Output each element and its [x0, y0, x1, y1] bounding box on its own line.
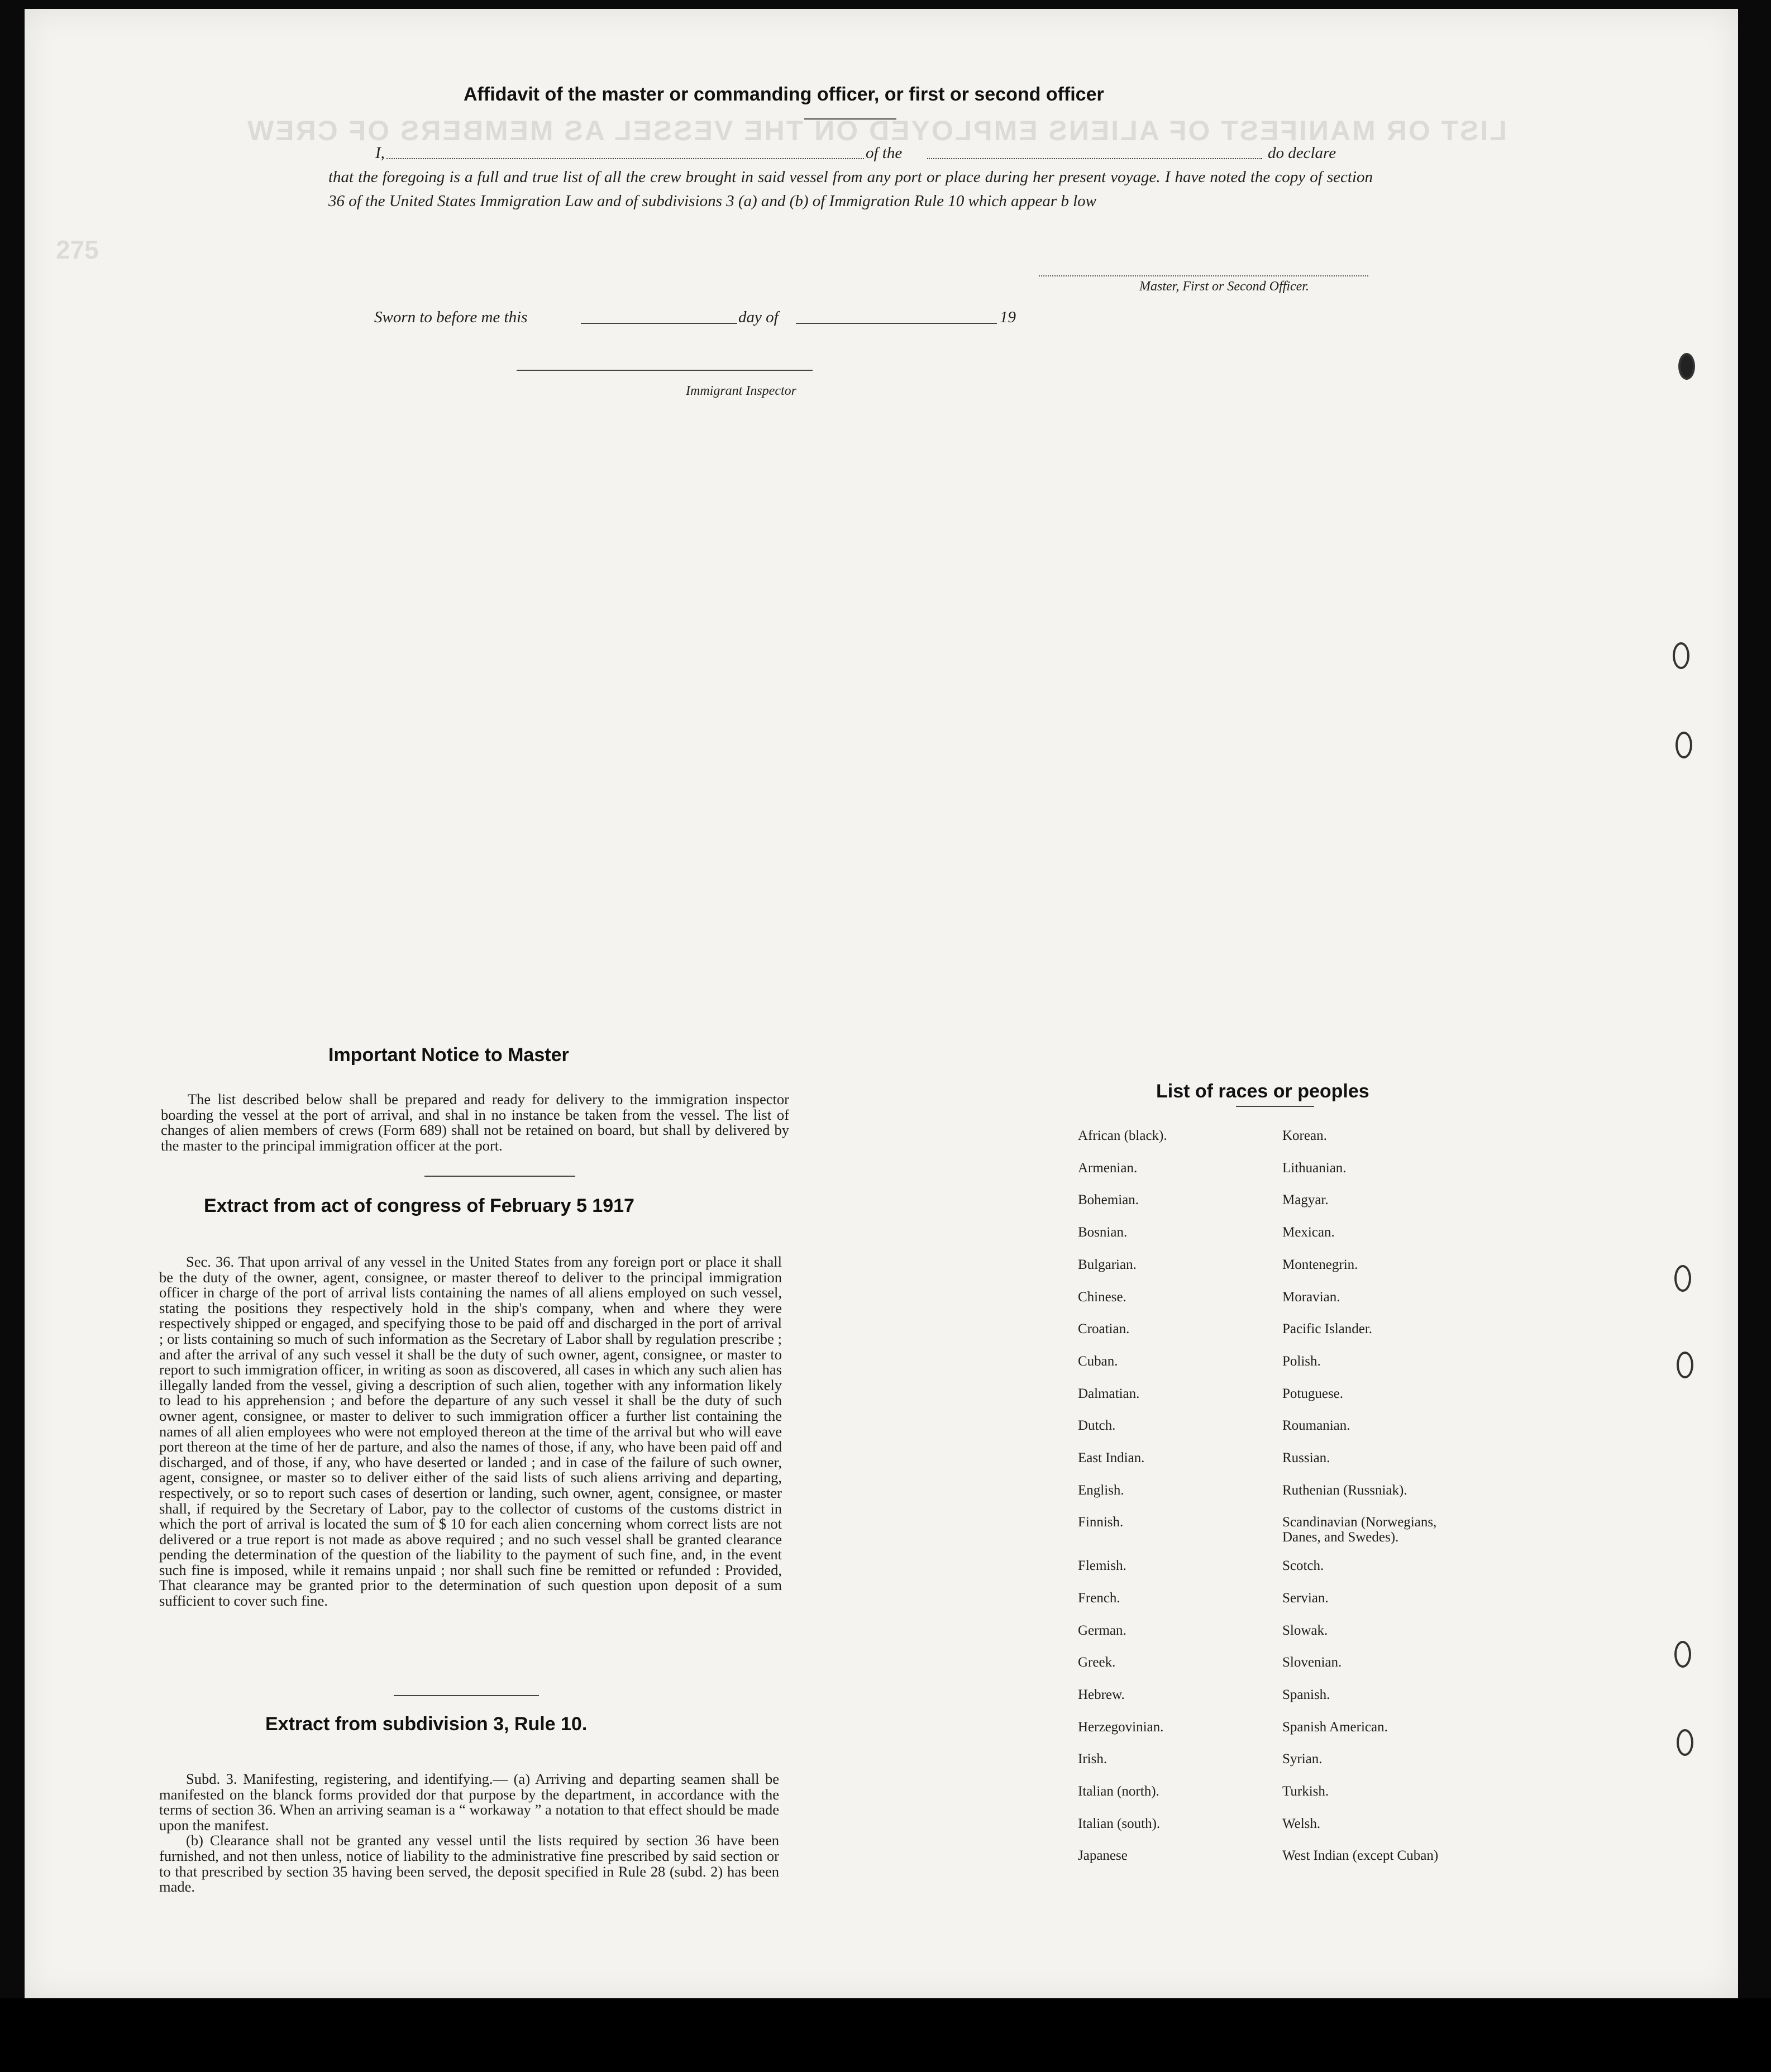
vessel-blank	[927, 158, 1262, 159]
binder-hole	[1674, 1265, 1691, 1292]
race-item: Slovenian.	[1282, 1655, 1342, 1670]
affidavit-title-rule	[804, 118, 896, 120]
race-item: Armenian.	[1078, 1160, 1138, 1176]
race-item: French.	[1078, 1590, 1120, 1606]
race-item: Japanese	[1078, 1848, 1128, 1864]
race-item: Flemish.	[1078, 1558, 1126, 1574]
extract-act-rule	[394, 1695, 539, 1696]
race-item: Italian (south).	[1078, 1816, 1161, 1831]
race-item: Roumanian.	[1282, 1418, 1350, 1434]
binder-hole	[1677, 1352, 1693, 1378]
extract-rule-text	[159, 1772, 779, 1895]
race-item: Syrian.	[1282, 1751, 1323, 1767]
race-item: Greek.	[1078, 1655, 1116, 1670]
race-item: Dutch.	[1078, 1418, 1116, 1434]
races-title-rule	[1236, 1106, 1314, 1107]
master-label: Master, First or Second Officer.	[1139, 279, 1309, 294]
race-item: Potuguese.	[1282, 1386, 1344, 1401]
race-item: German.	[1078, 1622, 1126, 1638]
race-item: Bohemian.	[1078, 1192, 1139, 1208]
race-item: Moravian.	[1282, 1289, 1340, 1305]
race-item: Polish.	[1282, 1353, 1321, 1369]
notice-rule	[424, 1176, 575, 1177]
sworn-day-label: day of	[738, 308, 779, 326]
race-item: Scandinavian (Norwegians, Danes, and Swedes).	[1282, 1515, 1437, 1545]
race-item: Ruthenian (Russniak).	[1282, 1482, 1407, 1498]
race-item: Russian.	[1282, 1450, 1330, 1465]
race-item: Bosnian.	[1078, 1225, 1128, 1240]
race-item: Italian (north).	[1078, 1784, 1159, 1799]
affidavit-body: that the foregoing is a full and true list of all the crew brought in said vessel from any port or place during her present voyage. I have noted the copy of section 36 of the United States Immigration Law and of subdivisions 3 (a) and (b) of Immigration Rule 10 which appear b low	[328, 168, 1373, 210]
race-item: Irish.	[1078, 1751, 1108, 1767]
race-item: Slowak.	[1282, 1622, 1328, 1638]
race-item: Turkish.	[1282, 1784, 1329, 1799]
affidavit-title: Affidavit of the master or commanding officer, or first or second officer	[464, 84, 1104, 105]
race-item: Dalmatian.	[1078, 1386, 1140, 1401]
sworn-prefix: Sworn to before me this	[374, 308, 528, 326]
race-item: Croatian.	[1078, 1321, 1130, 1337]
notice-paragraph: The list described below shall be prepared and ready for delivery to the immigration inspector boarding the vessel at the port of arrival, and shal in no instance be taken from the vessel. The list of changes of alien members of crews (Form 689) shall not be retained on board, but shall by delivered by the master to the principal immigration officer at the port.	[161, 1091, 789, 1154]
binder-hole	[1675, 732, 1692, 758]
sworn-month-blank	[796, 323, 997, 324]
race-item: African (black).	[1078, 1128, 1167, 1143]
race-item: Spanish American.	[1282, 1719, 1388, 1735]
affidavit-line-of: of the	[866, 144, 903, 162]
race-item: Hebrew.	[1078, 1687, 1125, 1702]
notice-title: Important Notice to Master	[328, 1044, 569, 1066]
races-title: List of races or peoples	[1156, 1081, 1369, 1102]
extract-act-title: Extract from act of congress of February 5 1917	[204, 1195, 634, 1216]
race-item: Scotch.	[1282, 1558, 1324, 1574]
affidavit-line-declare: do declare	[1268, 144, 1336, 162]
binder-hole	[1673, 642, 1689, 669]
race-item: Finnish.	[1078, 1515, 1124, 1530]
binder-hole	[1674, 1641, 1691, 1668]
notice-text	[161, 1092, 789, 1153]
sworn-day-blank	[581, 323, 737, 324]
name-blank	[386, 158, 864, 159]
race-item: Cuban.	[1078, 1353, 1118, 1369]
document-page	[25, 9, 1738, 1998]
race-item: Chinese.	[1078, 1289, 1126, 1305]
race-item: Korean.	[1282, 1128, 1327, 1143]
race-item: Welsh.	[1282, 1816, 1321, 1831]
subdivision-a-paragraph: Subd. 3. Manifesting, registering, and identifying.— (a) Arriving and departing seamen shall be manifested on the blanck forms provided dor that purpose by the department, in accordance with the terms of section 36. When an arriving seaman is a “ workaway ” a notation to that effect should be made upon the manifest.	[159, 1770, 779, 1834]
race-item: Mexican.	[1282, 1225, 1335, 1240]
sworn-year: 19	[1000, 308, 1016, 326]
section-36-paragraph: Sec. 36. That upon arrival of any vessel in the United States from any foreign port or place it shall be the duty of the owner, agent, consignee, or master thereof to deliver to the principal immigration officer in charge of the port of arrival lists containing the names of all aliens employed on such vessel, stating the positions they respectively hold in the ship's company, when and where they were respectively shipped or engaged, and specifying those to be paid off and discharged in the port of arrival ; or lists containing so much of such information as the Secretary of Labor shall by regulation prescribe ; and after the arrival of any such vessel it shall be the duty of such owner, agent, consignee, or master to report to such immigration officer, in writing as soon as discovered, all cases in which any such alien has illegally landed from the vessel, giving a description of such alien, together with any information likely to lead to his apprehension ; and before the departure of any such vessel it shall be the duty of such owner agent, consignee, or master to deliver to such immigration officer a further list containing the names of all alien employees who were not employed thereon at the time of the arrival but who will eave port thereon at the time of her de parture, and also the names of those, if any, who have been paid off and discharged, and of those, if any, who have deserted or landed ; and in case of the failure of such owner, agent, consignee, or master so to deliver either of the said lists of such aliens arriving and departing, respectively, or so to report such cases of desertion or landing, such owner, agent, consignee, or master shall, if required by the Secretary of Labor, pay to the collector of customs of the customs district in which the port of arrival is located the sum of $ 10 for each alien concerning whom correct lists are not delivered or a true report is not made as above required ; and no such vessel shall be granted clearance pending the determination of the question of the liability to the payment of such fine, and, in the event such fine is imposed, while it remains unpaid ; nor shall such fine be remitted or refunded : Provided, That clearance may be granted prior to the determination of such question upon deposit of a sum sufficient to cover such fine.	[159, 1253, 782, 1610]
extract-act-text	[159, 1254, 782, 1609]
race-item: Spanish.	[1282, 1687, 1330, 1702]
race-item: Pacific Islander.	[1282, 1321, 1373, 1337]
extract-rule-title: Extract from subdivision 3, Rule 10.	[265, 1713, 588, 1735]
ghost-number: 275	[56, 235, 99, 264]
binder-hole	[1678, 353, 1695, 380]
race-item: English.	[1078, 1482, 1124, 1498]
inspector-signature-line	[517, 370, 813, 371]
race-item: Montenegrin.	[1282, 1257, 1358, 1272]
race-item: West Indian (except Cuban)	[1282, 1848, 1439, 1864]
race-item: Servian.	[1282, 1590, 1329, 1606]
affidavit-line-i: I,	[375, 144, 385, 162]
race-item: Bulgarian.	[1078, 1257, 1137, 1272]
race-item: Lithuanian.	[1282, 1160, 1347, 1176]
inspector-label: Immigrant Inspector	[686, 384, 796, 398]
race-item: Herzegovinian.	[1078, 1719, 1164, 1735]
master-signature-line	[1039, 275, 1368, 276]
ghost-heading: LIST OR MANIFEST OF ALIENS EMPLOYED ON THE VESSEL AS MEMBERS OF CREW	[246, 115, 1507, 146]
subdivision-b-paragraph: (b) Clearance shall not be granted any vessel until the lists required by section 36 have been furnished, and not then unless, notice of liability to the administrative fine prescribed by said section or to that prescribed by section 35 having been served, the deposit specified in Rule 28 (subd. 2) has been made.	[159, 1832, 779, 1896]
scan-border	[0, 1998, 1771, 2072]
race-item: Magyar.	[1282, 1192, 1329, 1208]
binder-hole	[1677, 1729, 1693, 1756]
race-item: East Indian.	[1078, 1450, 1145, 1465]
